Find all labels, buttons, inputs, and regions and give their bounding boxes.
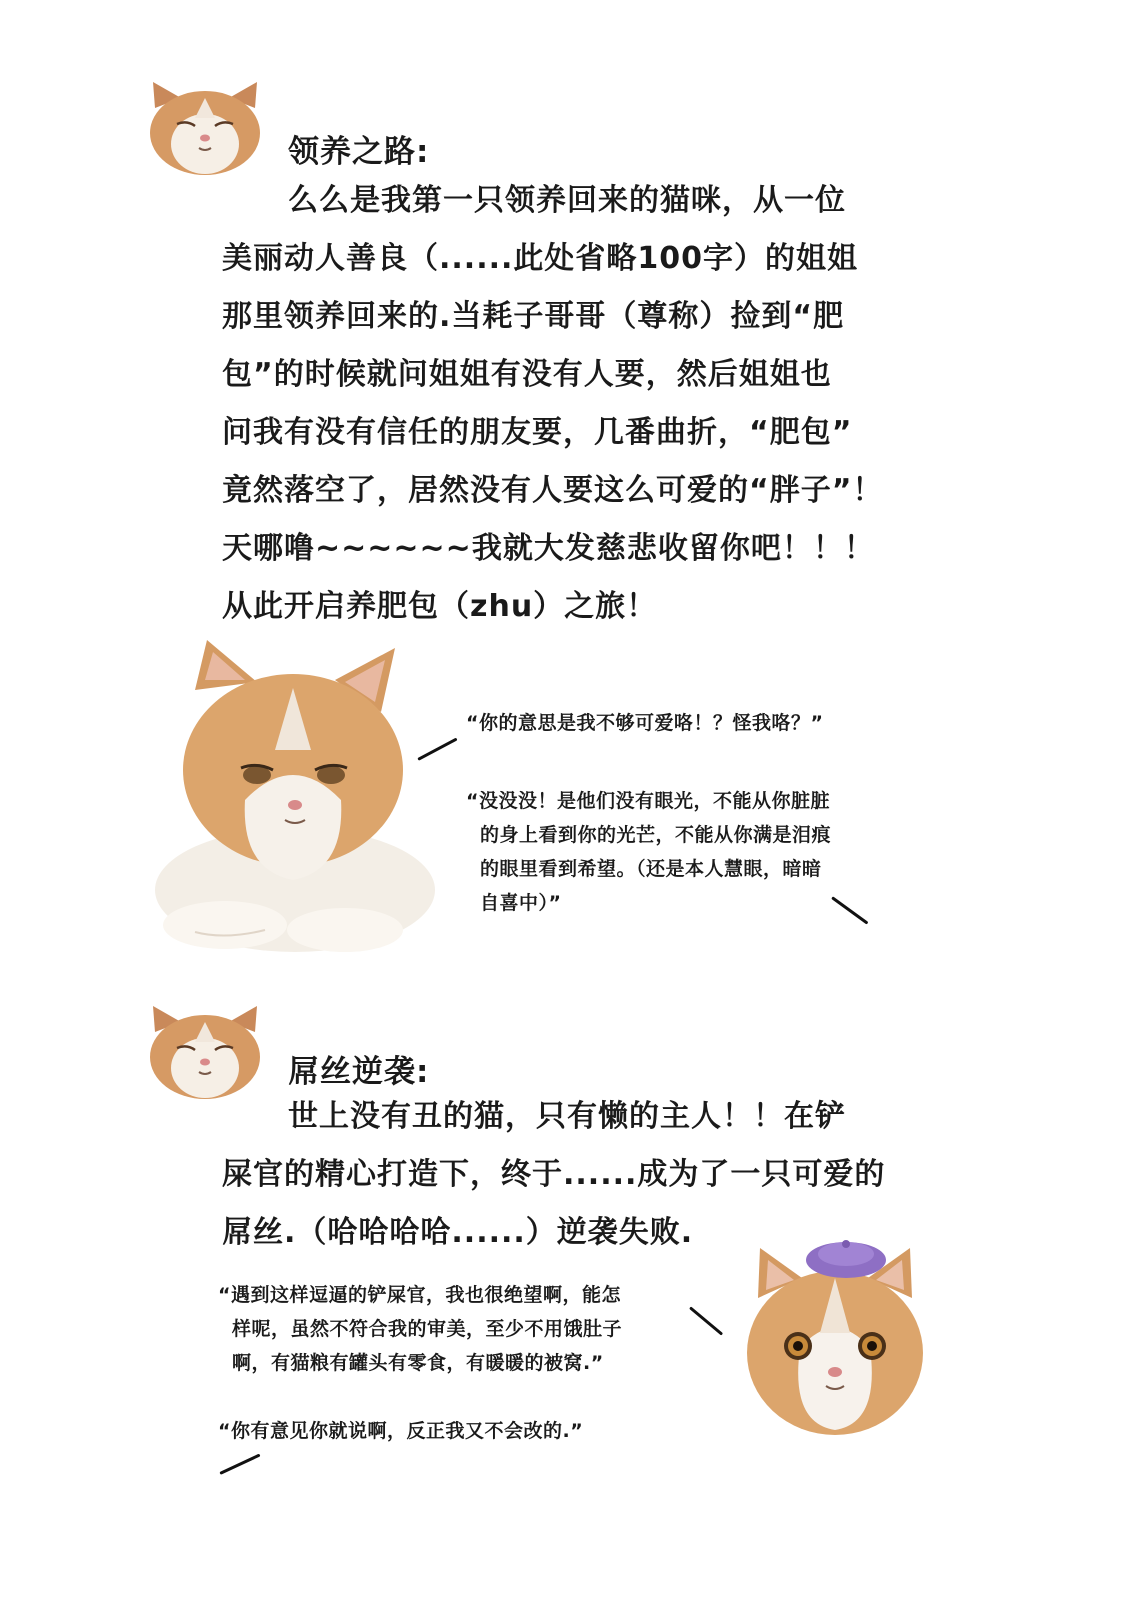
- cat-face-icon: [145, 1002, 265, 1102]
- cat-speech-1: [466, 706, 823, 740]
- paragraph-line: 问我有没有信任的朋友要，几番曲折，“肥包”: [222, 415, 853, 450]
- section-title-comeback: 屌丝逆袭:: [288, 1054, 430, 1090]
- speech-line: 啊，有猫粮有罐头有零食，有暖暖的被窝.”: [232, 1352, 604, 1374]
- paragraph-line: 世上没有丑的猫，只有懒的主人！！在铲: [288, 1099, 846, 1134]
- speech-dash: [219, 1454, 260, 1475]
- cat-speech-3: [218, 1414, 583, 1448]
- hat-cat-illustration: [740, 1238, 930, 1438]
- paragraph-line: 从此开启养肥包（zhu）之旅！: [222, 589, 658, 624]
- speech-dash: [689, 1306, 723, 1335]
- speech-line: “你的意思是我不够可爱咯！？怪我咯？”: [466, 712, 824, 734]
- speech-line: “没没没！是他们没有眼光，不能从你脏脏: [466, 790, 830, 812]
- section-title-adoption: 领养之路:: [288, 134, 430, 170]
- speech-line: “你有意见你就说啊，反正我又不会改的.”: [218, 1420, 584, 1442]
- paragraph-line: 屎官的精心打造下，终于......成为了一只可爱的: [222, 1157, 886, 1192]
- cat-speech-2: [218, 1278, 622, 1380]
- speech-line: 的眼里看到希望。（还是本人慧眼，暗暗: [480, 858, 822, 880]
- paragraph-line: 么么是我第一只领养回来的猫咪，从一位: [288, 183, 846, 218]
- speech-line: 自喜中）”: [480, 892, 562, 914]
- speech-dash: [831, 896, 868, 924]
- lying-cat-illustration: [145, 640, 435, 960]
- paragraph-line: 那里领养回来的.当耗子哥哥（尊称）捡到“肥: [222, 299, 845, 334]
- paragraph-line: 天哪噜~~~~~~我就大发慈悲收留你吧！！！: [222, 531, 875, 566]
- speech-line: 的身上看到你的光芒，不能从你满是泪痕: [480, 824, 832, 846]
- owner-reply-1: [466, 784, 831, 920]
- cat-face-icon: [145, 78, 265, 178]
- comeback-paragraph: [222, 1088, 885, 1262]
- paragraph-line: 包”的时候就问姐姐有没有人要，然后姐姐也: [222, 357, 832, 392]
- adoption-paragraph: [222, 172, 883, 636]
- paragraph-line: 竟然落空了，居然没有人要这么可爱的“胖子”！: [222, 473, 884, 508]
- paragraph-line: 屌丝.（哈哈哈哈......）逆袭失败.: [222, 1215, 694, 1250]
- paragraph-line: 美丽动人善良（......此处省略100字）的姐姐: [222, 241, 859, 276]
- speech-line: “遇到这样逗逼的铲屎官，我也很绝望啊，能怎: [218, 1284, 621, 1306]
- speech-line: 样呢，虽然不符合我的审美，至少不用饿肚子: [232, 1318, 623, 1340]
